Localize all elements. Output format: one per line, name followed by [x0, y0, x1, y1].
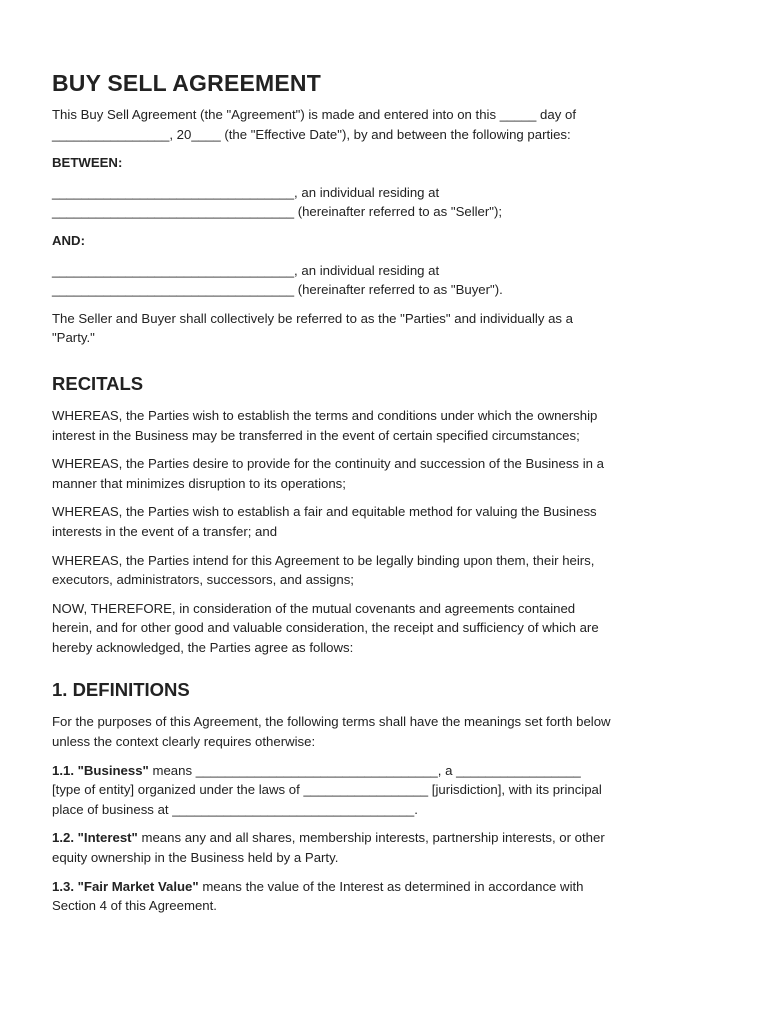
- parties-note-line: "Party.": [52, 330, 95, 346]
- recital-line: interests in the event of a transfer; and: [52, 523, 278, 539]
- definition-term: 1.2. "Interest": [52, 830, 138, 846]
- seller-block: [52, 183, 718, 222]
- recital-line: herein, and for other good and valuable consideration, the receipt and sufficiency of which are: [52, 620, 599, 636]
- buyer-line: _________________________________ (hereinafter referred to as "Buyer").: [52, 282, 503, 298]
- definition-fair-market-value: [52, 877, 718, 916]
- definition-text: means _________________________________, a _________________: [148, 762, 581, 778]
- definition-business: [52, 761, 718, 820]
- recital-line: manner that minimizes disruption to its operations;: [52, 475, 346, 491]
- recital-paragraph: [52, 406, 718, 445]
- recital-line: executors, administrators, successors, and assigns;: [52, 572, 354, 588]
- recital-paragraph: [52, 551, 718, 590]
- definition-text: means the value of the Interest as determined in accordance with: [198, 878, 584, 894]
- intro-paragraph: [52, 105, 718, 144]
- recital-line: interest in the Business may be transferred in the event of certain specified circumstances;: [52, 427, 580, 443]
- buyer-line: _________________________________, an individual residing at: [52, 262, 440, 278]
- seller-line: _________________________________, an individual residing at: [52, 184, 440, 200]
- recital-line: NOW, THEREFORE, in consideration of the mutual covenants and agreements contained: [52, 600, 576, 616]
- and-label: AND:: [52, 232, 85, 248]
- intro-line: ________________, 20____ (the "Effective Date"), by and between the following parties:: [52, 126, 571, 142]
- definition-text: means any and all shares, membership interests, partnership interests, or other: [137, 830, 605, 846]
- definition-text: place of business at _________________________________.: [52, 801, 418, 817]
- definition-term: 1.3. "Fair Market Value": [52, 878, 199, 894]
- definition-text: Section 4 of this Agreement.: [52, 898, 217, 914]
- definition-term: 1.1. "Business": [52, 762, 149, 778]
- parties-note: [52, 309, 718, 348]
- recital-line: WHEREAS, the Parties wish to establish a fair and equitable method for valuing the Business: [52, 504, 597, 520]
- definitions-heading: 1. DEFINITIONS: [52, 679, 190, 701]
- recital-line: WHEREAS, the Parties intend for this Agreement to be legally binding upon them, their heirs,: [52, 552, 595, 568]
- now-therefore-paragraph: [52, 599, 718, 658]
- document-title: BUY SELL AGREEMENT: [52, 70, 321, 96]
- recital-paragraph: [52, 502, 718, 541]
- definitions-intro: [52, 712, 718, 751]
- parties-note-line: The Seller and Buyer shall collectively be referred to as the "Parties" and individually as a: [52, 310, 574, 326]
- definition-interest: [52, 828, 718, 867]
- intro-line: This Buy Sell Agreement (the "Agreement") is made and entered into on this _____ day of: [52, 107, 576, 122]
- definitions-intro-line: unless the context clearly requires otherwise:: [52, 734, 316, 750]
- recital-line: WHEREAS, the Parties wish to establish the terms and conditions under which the ownership: [52, 407, 598, 423]
- recitals-heading: RECITALS: [52, 372, 144, 394]
- recital-line: WHEREAS, the Parties desire to provide for the continuity and succession of the Business in a: [52, 456, 604, 472]
- between-label: BETWEEN:: [52, 155, 123, 171]
- definitions-intro-line: For the purposes of this Agreement, the following terms shall have the meanings set forth below: [52, 714, 611, 730]
- definition-text: [type of entity] organized under the laws of _________________ [jurisdiction], with its principal: [52, 782, 602, 798]
- seller-line: _________________________________ (hereinafter referred to as "Seller");: [52, 204, 503, 220]
- buyer-block: [52, 261, 718, 300]
- definition-text: equity ownership in the Business held by a Party.: [52, 850, 339, 866]
- recital-line: hereby acknowledged, the Parties agree as follows:: [52, 639, 354, 655]
- recital-paragraph: [52, 454, 718, 493]
